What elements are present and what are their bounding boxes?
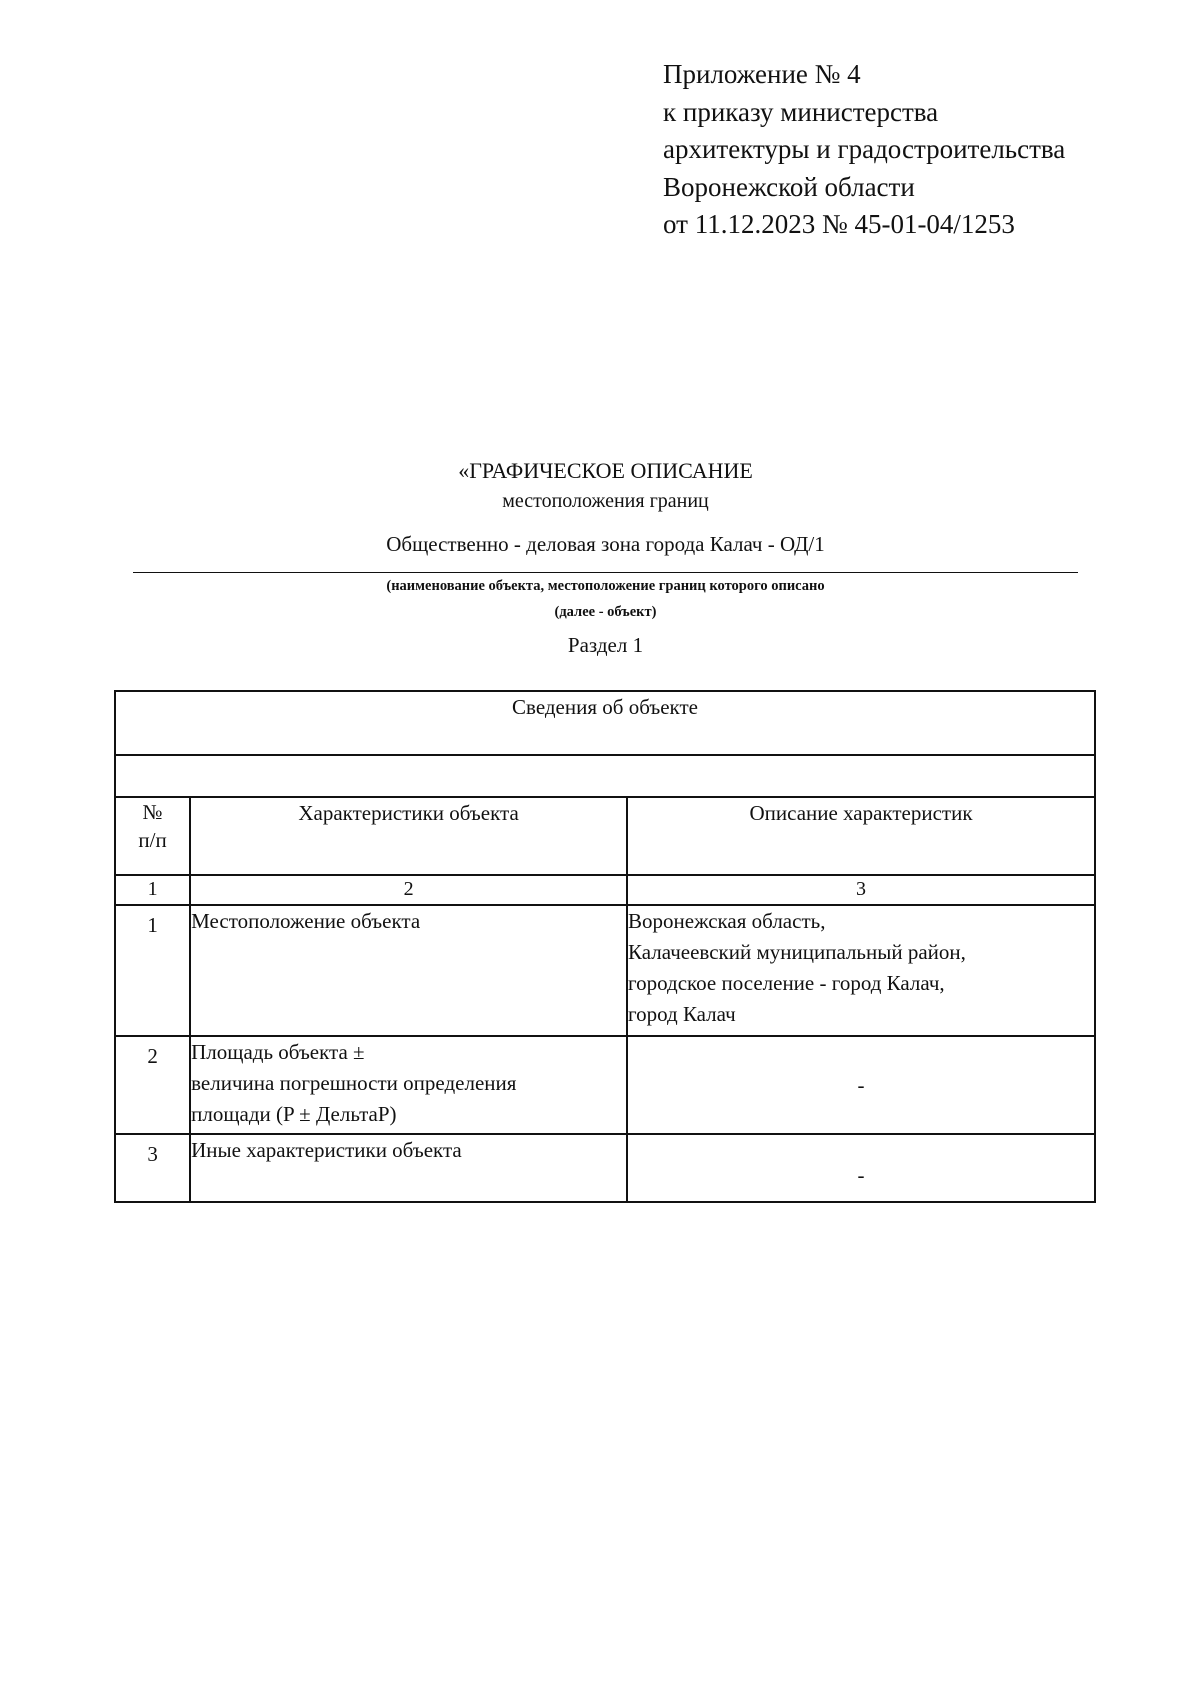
section-label: Раздел 1 (567, 633, 644, 657)
characteristic-line: Местоположение объекта (191, 909, 421, 933)
appendix-line: Приложение № 4 (663, 59, 861, 89)
column-index: 3 (627, 875, 1095, 905)
object-name-caption (133, 573, 1078, 625)
row-number: 1 (115, 905, 190, 1036)
column-header-num (115, 797, 190, 875)
table-row (115, 905, 1095, 1036)
row-description: - (627, 1036, 1095, 1134)
document-title: «ГРАФИЧЕСКОЕ ОПИСАНИЕ (458, 458, 753, 483)
appendix-line: к приказу министерства (663, 96, 939, 127)
row-description (627, 905, 1095, 1036)
document-title-block (133, 456, 1078, 659)
appendix-line: Воронежской области (663, 171, 915, 202)
characteristic-line: Площадь объекта ± (191, 1040, 365, 1064)
document-subtitle: местоположения границ (502, 490, 709, 512)
appendix-header (663, 56, 1065, 244)
row-number: 2 (115, 1036, 190, 1134)
description-line: Воронежская область, (628, 909, 826, 933)
characteristic-line: величина погрешности определения (191, 1071, 517, 1095)
object-info-table (114, 690, 1096, 1203)
description-line: город Калач (628, 1002, 736, 1026)
column-header-characteristics: Характеристики объекта (190, 797, 627, 875)
characteristic-line: площади (P ± ДельтаP) (191, 1102, 397, 1126)
table-row (115, 1134, 1095, 1202)
table-heading: Сведения об объекте (115, 691, 1095, 755)
description-line: Калачеевский муниципальный район, (628, 940, 966, 964)
column-header-num-line: п/п (138, 828, 167, 852)
column-index: 2 (190, 875, 627, 905)
table-column-header-row (115, 797, 1095, 875)
table-empty-row (115, 755, 1095, 797)
column-header-description: Описание характеристик (627, 797, 1095, 875)
row-number: 3 (115, 1134, 190, 1202)
appendix-line: архитектуры и градостроительства (663, 134, 1066, 164)
column-index: 1 (115, 875, 190, 905)
caption-line: (наименование объекта, местоположение границ которого описано (386, 578, 825, 594)
column-header-num-line: № (142, 800, 163, 824)
empty-cell (115, 755, 1095, 797)
row-characteristic (190, 905, 627, 1036)
row-characteristic (190, 1036, 627, 1134)
appendix-line: от 11.12.2023 № 45-01-04/1253 (663, 209, 1015, 239)
table-heading-row (115, 691, 1095, 755)
object-name: Общественно - деловая зона города Калач - ОД/1 (386, 532, 825, 556)
row-characteristic (190, 1134, 627, 1202)
table-row (115, 1036, 1095, 1134)
description-line: городское поселение - город Калач, (628, 971, 945, 995)
caption-line: (далее - объект) (554, 604, 657, 620)
row-description: - (627, 1134, 1095, 1202)
table-index-row (115, 875, 1095, 905)
characteristic-line: Иные характеристики объекта (191, 1138, 462, 1162)
